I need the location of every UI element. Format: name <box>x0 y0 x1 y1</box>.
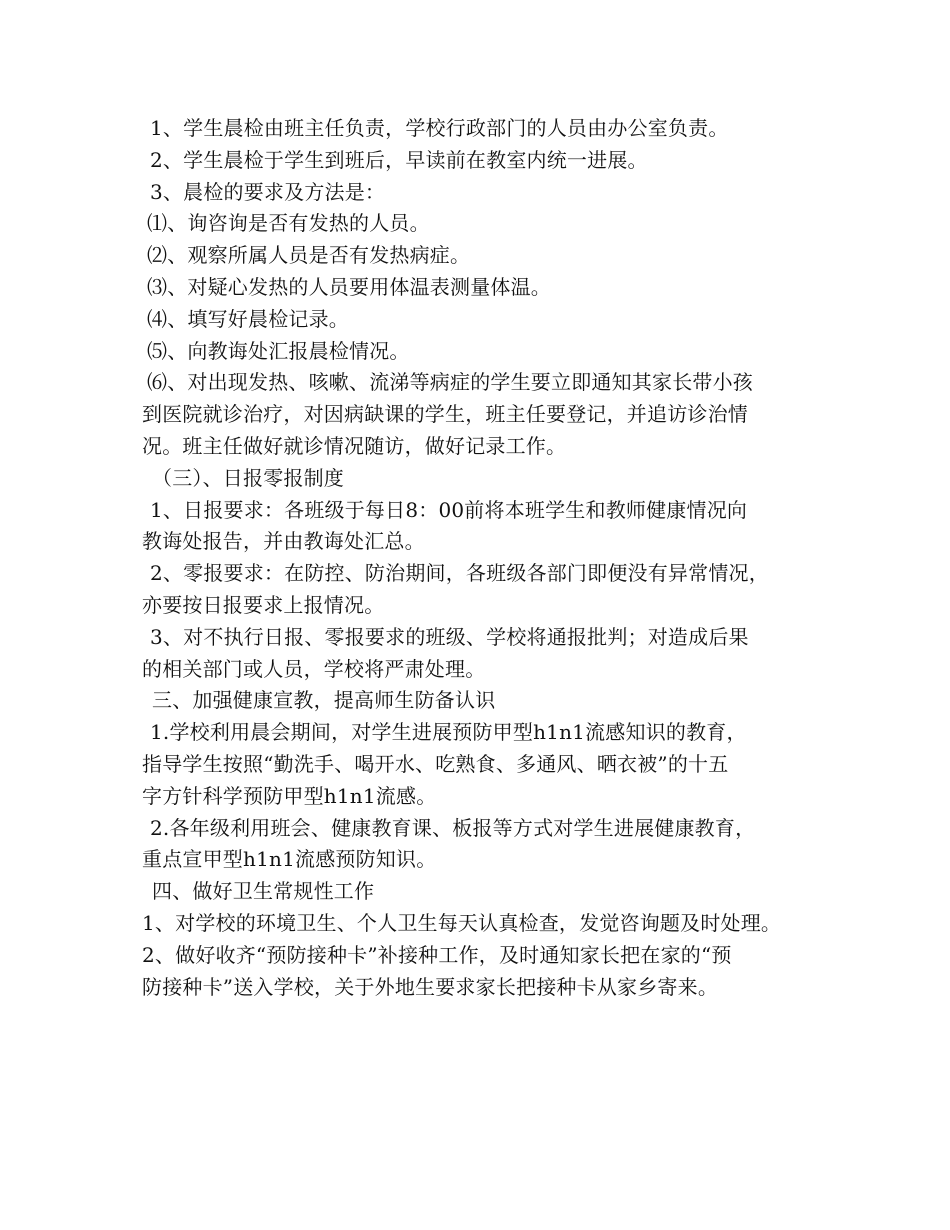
paragraph-line: 2、做好收齐“预防接种卡”补接种工作，及时通知家长把在家的“预 <box>142 942 732 967</box>
section-heading: 三、加强健康宣教，提高师生防备认识 <box>152 688 496 713</box>
paragraph-line: ⑵、观察所属人员是否有发热病症。 <box>147 243 471 268</box>
paragraph-line: 2、零报要求：在防控、防治期间，各班级各部门即便没有异常情况， <box>150 561 769 586</box>
paragraph-line: 到医院就诊治疗，对因病缺课的学生，班主任要登记，并追访诊治情 <box>142 402 748 427</box>
document-body <box>142 113 822 1003</box>
paragraph-line: 指导学生按照“勤洗手、喝开水、吃熟食、多通风、晒衣被”的十五 <box>142 751 729 776</box>
paragraph-line: 3、晨检的要求及方法是： <box>150 179 386 204</box>
paragraph-line: ⑸、向教诲处汇报晨检情况。 <box>147 338 410 363</box>
paragraph-line: 况。班主任做好就诊情况随访，做好记录工作。 <box>142 433 567 458</box>
paragraph-line: 3、对不执行日报、零报要求的班级、学校将通报批判；对造成后果 <box>150 624 749 649</box>
paragraph-line: 1、日报要求：各班级于每日8：00前将本班学生和教师健康情况向 <box>150 497 748 522</box>
paragraph-line: 1、学生晨检由班主任负责，学校行政部门的人员由办公室负责。 <box>150 116 729 140</box>
paragraph-line: 字方针科学预防甲型h1n1流感。 <box>142 783 437 808</box>
paragraph-line: 2.各年级利用班会、健康教育课、板报等方式对学生进展健康教育， <box>150 815 756 840</box>
paragraph-line: 重点宣甲型h1n1流感预防知识。 <box>142 847 437 872</box>
paragraph-line: ⑴、询咨询是否有发热的人员。 <box>147 211 430 236</box>
paragraph-line: ⑶、对疑心发热的人员要用体温表测量体温。 <box>147 274 551 299</box>
paragraph-line: ⑷、填写好晨检记录。 <box>147 306 349 331</box>
paragraph-line: 亦要按日报要求上报情况。 <box>142 592 385 617</box>
paragraph-line: 教诲处报告，并由教诲处汇总。 <box>142 529 425 554</box>
section-heading: 四、做好卫生常规性工作 <box>152 879 375 904</box>
paragraph-line: ⑹、对出现发热、咳嗽、流涕等病症的学生要立即通知其家长带小孩 <box>147 370 753 395</box>
paragraph-line: 的相关部门或人员，学校将严肃处理。 <box>142 656 486 681</box>
paragraph-line: 2、学生晨检于学生到班后，早读前在教室内统一进展。 <box>150 147 648 172</box>
paragraph-line: 1.学校利用晨会期间，对学生进展预防甲型h1n1流感知识的教育， <box>150 720 747 745</box>
section-heading: （三）、日报零报制度 <box>152 465 344 490</box>
paragraph-line: 1、对学校的环境卫生、个人卫生每天认真检查，发觉咨询题及时处理。 <box>142 910 782 935</box>
paragraph-line: 防接种卡”送入学校，关于外地生要求家长把接种卡从家乡寄来。 <box>142 974 719 999</box>
